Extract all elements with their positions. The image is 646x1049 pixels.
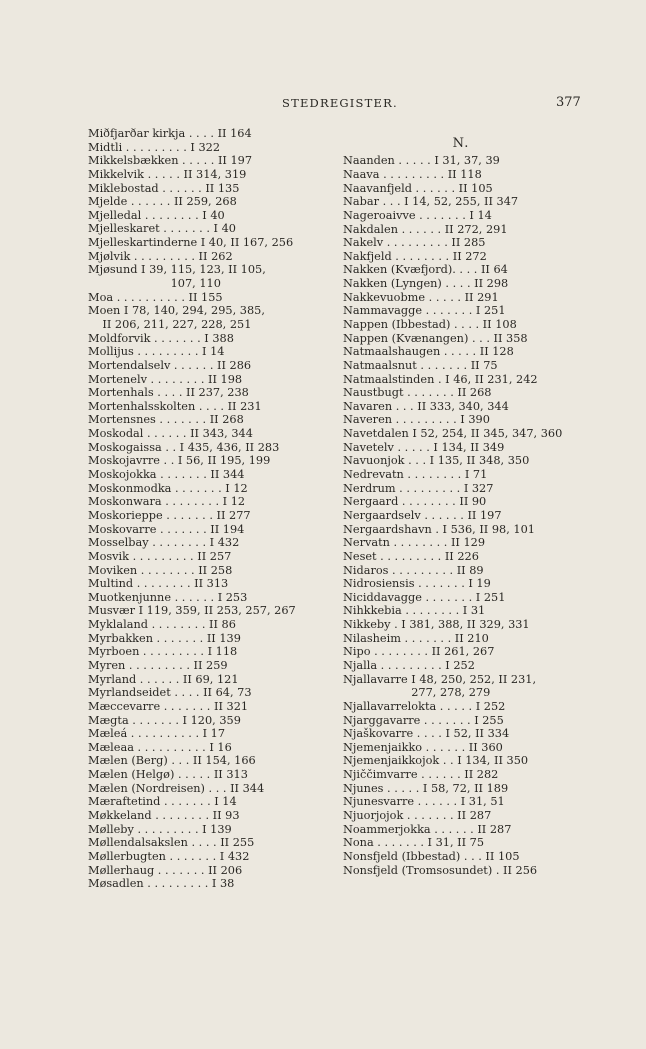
index-entry: Myklaland . . . . . . . . II 86 xyxy=(88,618,236,632)
index-entry: Mæleá . . . . . . . . . . I 17 xyxy=(88,727,226,741)
index-entry: Nageroaivve . . . . . . . I 14 xyxy=(343,208,492,222)
right-column-entries xyxy=(343,154,579,877)
index-entry: Myren . . . . . . . . . II 259 xyxy=(88,658,228,672)
index-entry: Mosselbay . . . . . . . . I 432 xyxy=(88,536,240,550)
index-entry: Nappen (Ibbestad) . . . . II 108 xyxy=(343,317,517,331)
index-entry: Moen I 78, 140, 294, 295, 385, xyxy=(88,304,265,318)
index-entry: Nakkevuobme . . . . . II 291 xyxy=(343,290,499,304)
index-entry: Nidaros . . . . . . . . . II 89 xyxy=(343,563,484,577)
index-entry: Nammavagge . . . . . . . I 251 xyxy=(343,304,506,318)
index-entry: Mjelleskartinderne I 40, II 167, 256 xyxy=(88,236,294,250)
index-entry: Niciddavagge . . . . . . . I 251 xyxy=(343,590,506,604)
index-entry: Njaškovarre . . . . I 52, II 334 xyxy=(343,727,510,741)
index-entry: Moskodal . . . . . . II 343, 344 xyxy=(88,427,253,441)
index-entry: Myrlandseidet . . . . II 64, 73 xyxy=(88,686,252,700)
running-head: STEDREGISTER. xyxy=(282,96,398,110)
index-entry: Nappen (Kvænangen) . . . II 358 xyxy=(343,331,528,345)
index-entry: Mølleby . . . . . . . . . I 139 xyxy=(88,822,232,836)
index-entry: Nervatn . . . . . . . . II 129 xyxy=(343,536,486,550)
index-entry: Mjelde . . . . . . II 259, 268 xyxy=(88,195,237,209)
right-column xyxy=(343,127,579,877)
index-entry: Moskogaissa . . I 435, 436, II 283 xyxy=(88,440,280,454)
index-entry: Noammerjokka . . . . . . II 287 xyxy=(343,822,512,836)
index-entry: Moskonmodka . . . . . . . I 12 xyxy=(88,481,248,495)
index-entry: Nakken (Lyngen) . . . . II 298 xyxy=(343,277,509,291)
page-number: 377 xyxy=(556,95,581,110)
index-entry: Njunesvarre . . . . . . I 31, 51 xyxy=(343,795,505,809)
index-entry: Moa . . . . . . . . . . II 155 xyxy=(88,290,223,304)
index-entry: Mæleaa . . . . . . . . . . I 16 xyxy=(88,740,232,754)
index-entry: Njallavarre I 48, 250, 252, II 231, xyxy=(343,672,537,686)
index-entry: Muotkenjunne . . . . . . I 253 xyxy=(88,590,248,604)
index-entry: Nerdrum . . . . . . . . . I 327 xyxy=(343,481,494,495)
index-entry: Njallavarrelokta . . . . . I 252 xyxy=(343,699,506,713)
index-entry: Moviken . . . . . . . . II 258 xyxy=(88,563,233,577)
index-entry: Moskonwara . . . . . . . . I 12 xyxy=(88,495,246,509)
index-entry: Miklebostad . . . . . . II 135 xyxy=(88,181,240,195)
index-entry: Naveren . . . . . . . . . I 390 xyxy=(343,413,490,427)
index-entry: Mortendalselv . . . . . . II 286 xyxy=(88,358,252,372)
index-entry: Navaren . . . II 333, 340, 344 xyxy=(343,399,509,413)
index-entry: Njunes . . . . . I 58, 72, II 189 xyxy=(343,781,509,795)
index-entry: 277, 278, 279 xyxy=(343,686,491,700)
index-entry: Njarggavarre . . . . . . . I 255 xyxy=(343,713,504,727)
index-entry: Nikkeby . I 381, 388, II 329, 331 xyxy=(343,618,530,632)
index-entry: 107, 110 xyxy=(88,277,221,291)
left-column xyxy=(88,127,322,891)
index-entry: Nakelv . . . . . . . . . II 285 xyxy=(343,236,486,250)
section-heading-n: N. xyxy=(452,136,470,151)
index-entry: Musvær I 119, 359, II 253, 257, 267 xyxy=(88,604,296,618)
index-entry: Njiččimvarre . . . . . . II 282 xyxy=(343,768,499,782)
index-entry: Mikkelvik . . . . . II 314, 319 xyxy=(88,167,247,181)
index-entry: Myrland . . . . . . II 69, 121 xyxy=(88,672,239,686)
index-entry: Navuonjok . . . I 135, II 348, 350 xyxy=(343,454,530,468)
index-entry: Mortenelv . . . . . . . . II 198 xyxy=(88,372,243,386)
index-entry: Njalla . . . . . . . . . I 252 xyxy=(343,659,475,672)
index-entry: Møllerbugten . . . . . . . I 432 xyxy=(88,849,250,863)
index-entry: Nona . . . . . . . I 31, II 75 xyxy=(343,836,485,850)
index-entry: Naavanfjeld . . . . . . II 105 xyxy=(343,181,493,195)
index-entry: Mjølvik . . . . . . . . . II 262 xyxy=(88,249,233,263)
index-entry: Mikkelsbækken . . . . . II 197 xyxy=(88,154,253,168)
index-entry: Natmaalstinden . I 46, II 231, 242 xyxy=(343,372,538,386)
index-entry: Mælen (Nordreisen) . . . II 344 xyxy=(88,781,265,795)
index-entry: Mælen (Berg) . . . II 154, 166 xyxy=(88,754,256,768)
index-entry: Miðfjarðar kirkja . . . . II 164 xyxy=(88,127,252,140)
index-entry: Moskojokka . . . . . . . II 344 xyxy=(88,468,245,482)
index-entry: Nilasheim . . . . . . . II 210 xyxy=(343,631,489,645)
index-entry: Nakken (Kvæfjord). . . . II 64 xyxy=(343,263,508,277)
index-entry: Midtli . . . . . . . . . I 322 xyxy=(88,140,221,154)
index-entry: Navetdalen I 52, 254, II 345, 347, 360 xyxy=(343,427,563,441)
index-entry: Natmaalshaugen . . . . . II 128 xyxy=(343,345,514,359)
index-entry: Møsadlen . . . . . . . . . I 38 xyxy=(88,877,235,891)
index-entry: Mortenhals . . . . II 237, 238 xyxy=(88,386,249,400)
index-entry: Naava . . . . . . . . . II 118 xyxy=(343,167,482,181)
index-entry: Mæccevarre . . . . . . . II 321 xyxy=(88,699,249,713)
index-entry: Multind . . . . . . . . II 313 xyxy=(88,577,229,591)
index-entry: Nedrevatn . . . . . . . . I 71 xyxy=(343,468,488,482)
index-entry: Mollijus . . . . . . . . . I 14 xyxy=(88,345,225,359)
index-entry: Mjelleskaret . . . . . . . I 40 xyxy=(88,222,236,236)
index-entry: Mortenhalsskolten . . . . II 231 xyxy=(88,399,262,413)
index-entry: Njemenjaikkojok . . I 134, II 350 xyxy=(343,754,529,768)
index-entry: Neset . . . . . . . . . II 226 xyxy=(343,549,479,563)
index-entry: Nergaard . . . . . . . . II 90 xyxy=(343,495,487,509)
index-entry: Njemenjaikko . . . . . . II 360 xyxy=(343,740,503,754)
index-entry: Moskovarre . . . . . . . II 194 xyxy=(88,522,245,536)
index-entry: Mægta . . . . . . . I 120, 359 xyxy=(88,713,241,727)
index-entry: Naanden . . . . . I 31, 37, 39 xyxy=(343,154,500,168)
index-entry: Nergaardselv . . . . . . II 197 xyxy=(343,508,502,522)
index-entry: Nergaardshavn . I 536, II 98, 101 xyxy=(343,522,535,536)
index-entry: Møllerhaug . . . . . . . II 206 xyxy=(88,863,243,877)
index-entry: Navetelv . . . . . I 134, II 349 xyxy=(343,440,505,454)
index-entry: Moskorieppe . . . . . . . II 277 xyxy=(88,508,251,522)
index-entry: Mjøsund I 39, 115, 123, II 105, xyxy=(88,263,266,277)
index-entry: II 206, 211, 227, 228, 251 xyxy=(88,317,252,331)
index-entry: Nakfjeld . . . . . . . . II 272 xyxy=(343,249,487,263)
index-entry: Møkkeland . . . . . . . . II 93 xyxy=(88,809,240,823)
index-entry: Moskojavrre . . I 56, II 195, 199 xyxy=(88,454,271,468)
index-entry: Mosvik . . . . . . . . . II 257 xyxy=(88,549,232,563)
index-entry: Naustbugt . . . . . . . II 268 xyxy=(343,386,492,400)
index-entry: Myrboen . . . . . . . . . I 118 xyxy=(88,645,238,659)
index-entry: Nonsfjeld (Tromsosundet) . II 256 xyxy=(343,863,538,877)
index-entry: Nabar . . . I 14, 52, 255, II 347 xyxy=(343,195,519,209)
index-entry: Njuorjojok . . . . . . . II 287 xyxy=(343,809,492,823)
index-entry: Moldforvik . . . . . . . I 388 xyxy=(88,331,234,345)
index-entry: Mæraftetind . . . . . . . I 14 xyxy=(88,795,237,809)
index-entry: Natmaalsnut . . . . . . . II 75 xyxy=(343,358,498,372)
index-entry: Nipo . . . . . . . . II 261, 267 xyxy=(343,645,495,659)
index-entry: Mælen (Helgø) . . . . . II 313 xyxy=(88,768,248,782)
index-entry: Nonsfjeld (Ibbestad) . . . II 105 xyxy=(343,849,520,863)
index-entry: Nihkkebia . . . . . . . . I 31 xyxy=(343,604,486,618)
index-entry: Mortensnes . . . . . . . II 268 xyxy=(88,413,244,427)
index-entry: Nidrosiensis . . . . . . . I 19 xyxy=(343,577,491,591)
index-entry: Mjelledal . . . . . . . . I 40 xyxy=(88,208,225,222)
index-entry: Myrbakken . . . . . . . II 139 xyxy=(88,631,241,645)
index-entry: Møllendalsakslen . . . . II 255 xyxy=(88,836,255,850)
index-entry: Nakdalen . . . . . . II 272, 291 xyxy=(343,222,508,236)
